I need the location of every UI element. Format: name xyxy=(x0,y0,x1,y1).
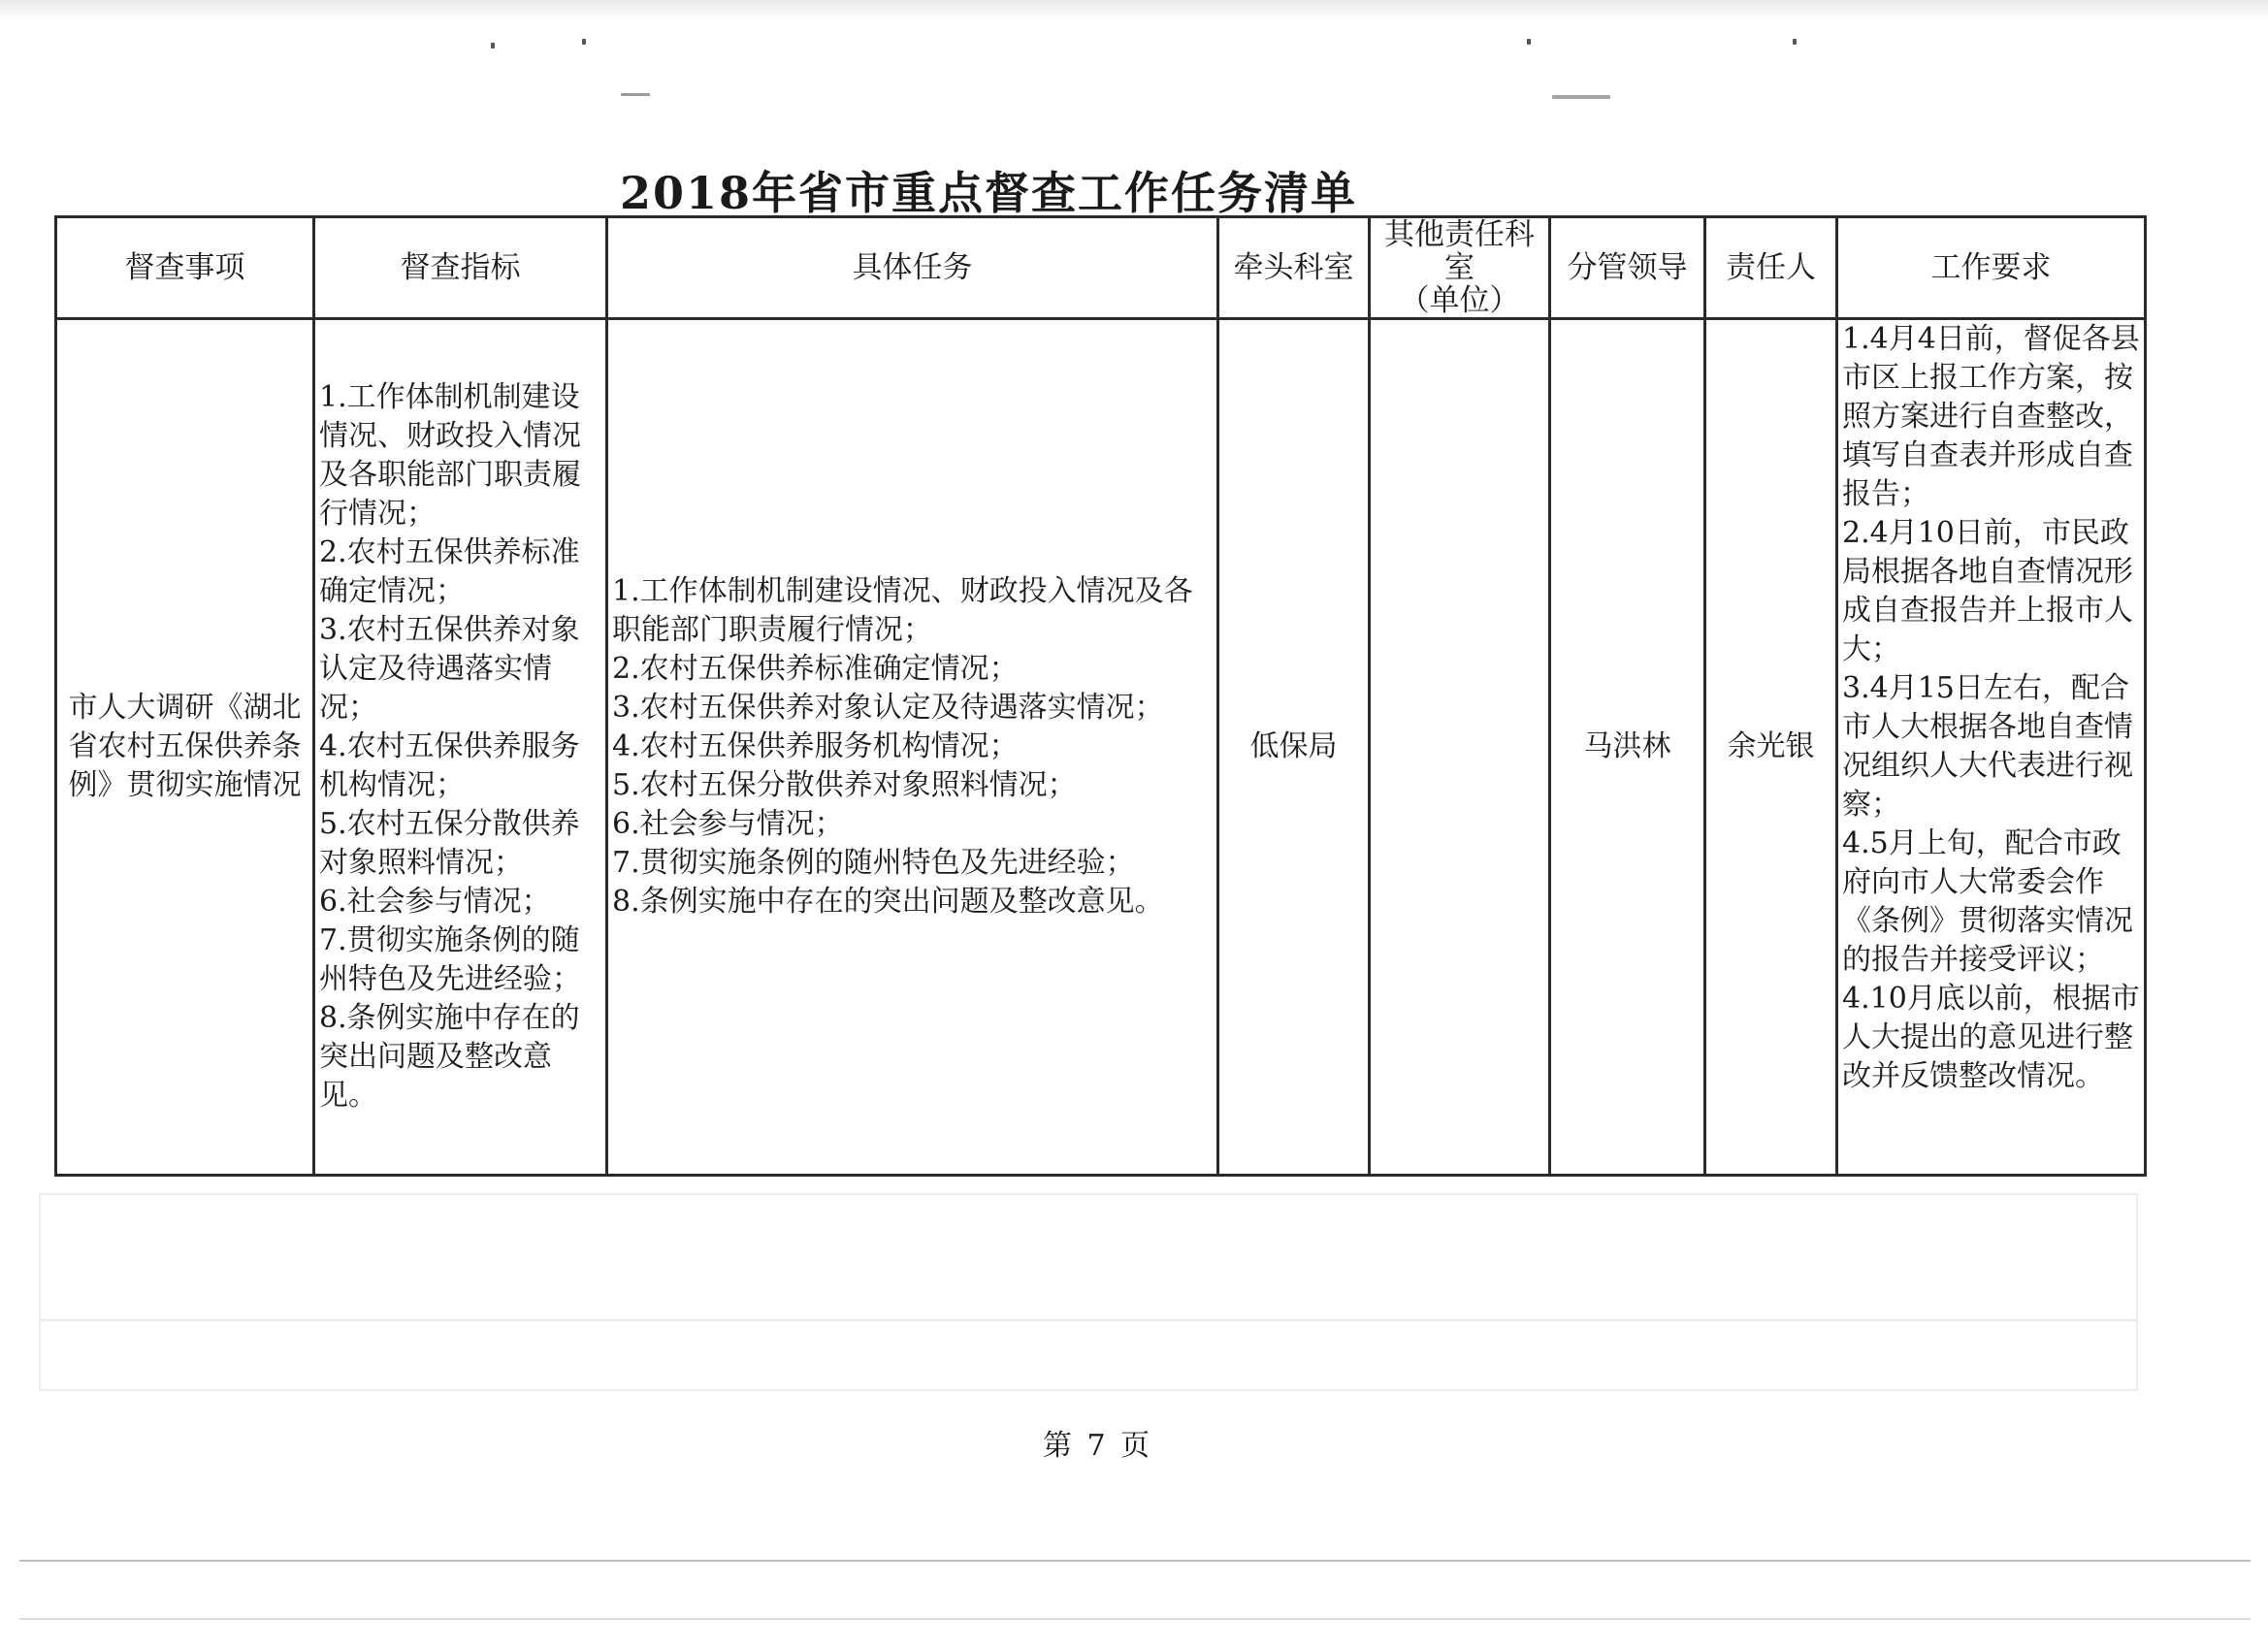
page-number: 第 7 页 xyxy=(1043,1429,1153,1463)
cell-other-dept xyxy=(1370,319,1550,1176)
cell-requirements xyxy=(1837,319,2146,1176)
scan-speck xyxy=(1793,39,1797,45)
cell-tasks xyxy=(607,319,1218,1176)
cell-indicators xyxy=(314,319,607,1176)
scan-speck xyxy=(491,43,495,48)
table-header-row xyxy=(56,217,2146,319)
supervision-task-table xyxy=(54,215,2147,1177)
indicator-line: 3.农村五保供养对象认定及待遇落实情况； xyxy=(319,613,580,725)
indicator-line: 2.农村五保供养标准确定情况； xyxy=(319,535,580,608)
cell-leader: 马洪林 xyxy=(1550,319,1705,1176)
task-line: 1.工作体制机制建设情况、财政投入情况及各职能部门职责履行情况； xyxy=(612,574,1193,647)
requirement-line: 2.4月10日前，市民政局根据各地自查情况形成自查报告并上报市人大； xyxy=(1842,516,2133,666)
page-title: 2018年省市重点督查工作任务清单 xyxy=(619,167,1358,219)
requirement-line: 4.5月上旬，配合市政府向市人大常委会作《条例》贯彻落实情况的报告并接受评议； xyxy=(1842,826,2133,977)
header-other-dept-line2: （单位） xyxy=(1399,283,1520,318)
cell-item: 市人大调研《湖北省农村五保供养条例》贯彻实施情况 xyxy=(56,319,314,1176)
scan-speck xyxy=(621,93,650,96)
header-leader: 分管领导 xyxy=(1550,217,1705,319)
header-task: 具体任务 xyxy=(607,217,1218,319)
scan-speck xyxy=(582,39,586,45)
task-line: 5.农村五保分散供养对象照料情况； xyxy=(612,768,1077,802)
show-through-grid xyxy=(39,1319,2138,1391)
task-line: 7.贯彻实施条例的随州特色及先进经验； xyxy=(612,846,1135,880)
task-line: 4.农村五保供养服务机构情况； xyxy=(612,729,1019,763)
scan-top-shadow xyxy=(0,0,2268,21)
indicator-line: 8.条例实施中存在的突出问题及整改意见。 xyxy=(319,1001,580,1113)
table-row xyxy=(56,319,2146,1176)
requirement-line: 3.4月15日左右，配合市人大根据各地自查情况组织人大代表进行视察； xyxy=(1842,671,2133,822)
scan-speck xyxy=(1552,95,1610,99)
indicator-line: 7.贯彻实施条例的随州特色及先进经验； xyxy=(319,923,581,996)
scan-edge-line xyxy=(19,1560,2251,1562)
header-indicator: 督查指标 xyxy=(314,217,607,319)
task-line: 6.社会参与情况； xyxy=(612,807,844,841)
requirement-line: 1.4月4日前，督促各县市区上报工作方案，按照方案进行自查整改，填写自查表并形成自查报告； xyxy=(1842,322,2140,511)
scan-edge-line xyxy=(19,1618,2251,1620)
header-responsible: 责任人 xyxy=(1705,217,1837,319)
indicator-line: 4.农村五保供养服务机构情况； xyxy=(319,729,580,802)
header-item: 督查事项 xyxy=(56,217,314,319)
task-line: 8.条例实施中存在的突出问题及整改意见。 xyxy=(612,885,1164,919)
header-other-dept-line1: 其他责任科室 xyxy=(1384,217,1535,285)
scan-speck xyxy=(1527,39,1531,45)
task-line: 3.农村五保供养对象认定及待遇落实情况； xyxy=(612,691,1164,725)
header-lead-dept: 牵头科室 xyxy=(1218,217,1370,319)
cell-lead-dept: 低保局 xyxy=(1218,319,1370,1176)
cell-responsible: 余光银 xyxy=(1705,319,1837,1176)
header-requirement: 工作要求 xyxy=(1837,217,2146,319)
indicator-line: 1.工作体制机制建设情况、财政投入情况及各职能部门职责履行情况； xyxy=(319,380,581,531)
indicator-line: 5.农村五保分散供养对象照料情况； xyxy=(319,807,580,880)
header-other-dept xyxy=(1370,217,1550,319)
requirement-line: 4.10月底以前，根据市人大提出的意见进行整改并反馈整改情况。 xyxy=(1842,982,2140,1093)
indicator-line: 6.社会参与情况； xyxy=(319,885,551,919)
task-line: 2.农村五保供养标准确定情况； xyxy=(612,652,1019,686)
